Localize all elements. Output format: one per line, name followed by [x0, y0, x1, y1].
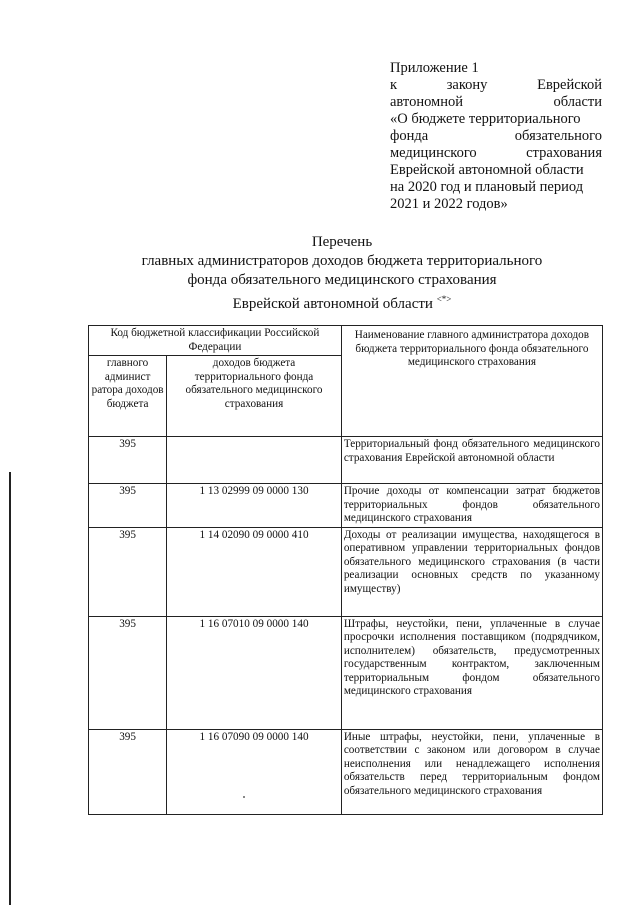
table-row [89, 527, 603, 616]
document-heading [100, 233, 584, 314]
appendix-word: медицинского [390, 145, 477, 161]
cell-name: Иные штрафы, неустойки, пени, уплаченные в соответствии с законом или договором в случае неисполнения или ненадлежащего исполнения обязательств перед территориальным фондом обязательного медицинского страхования [341, 729, 602, 814]
cell-code: 1 14 02090 09 0000 410 [167, 527, 342, 616]
appendix-word: к [390, 77, 398, 93]
table-row [89, 729, 603, 814]
scan-edge-line [9, 472, 11, 905]
appendix-word: Еврейской [537, 77, 602, 93]
appendix-line-5 [390, 128, 602, 145]
appendix-line-4: «О бюджете территориального [390, 111, 581, 127]
appendix-line-2 [390, 77, 602, 94]
appendix-word: страхования [526, 145, 602, 161]
appendix-line-9: 2021 и 2022 годов» [390, 196, 508, 212]
appendix-title: Приложение 1 [390, 60, 479, 76]
cell-code [167, 437, 342, 484]
cell-admin: 395 [89, 437, 167, 484]
heading-line-3: фонда обязательного медицинского страхования [187, 272, 497, 288]
cell-admin: 395 [89, 527, 167, 616]
appendix-word: автономной [390, 94, 463, 110]
cell-name: Штрафы, неустойки, пени, уплаченные в случае просрочки исполнения поставщиком (подрядчиком, исполнителем) обязательств, предусмотренных государственным контрактом, заключенным территориальным фондом обязательного медицинского страхования [341, 616, 602, 729]
appendix-word: области [553, 94, 602, 110]
scan-speck [243, 796, 245, 798]
appendix-word: обязательного [514, 128, 602, 144]
header-admin: главного админист ратора доходов бюджета [89, 356, 167, 437]
header-name: Наименование главного администратора доходов бюджета территориального фонда обязательного медицинского страхования [341, 326, 602, 437]
footnote-mark: <*> [436, 294, 452, 304]
appendix-line-3 [390, 94, 602, 111]
appendix-line-8: на 2020 год и плановый период [390, 179, 584, 195]
appendix-line-6 [390, 145, 602, 162]
cell-admin: 395 [89, 616, 167, 729]
cell-code: 1 16 07010 09 0000 140 [167, 616, 342, 729]
header-income: доходов бюджета территориального фонда обязательного медицинского страхования [167, 356, 342, 437]
appendix-word: закону [446, 77, 488, 93]
heading-line-4 [100, 290, 584, 314]
heading-line-4-text: Еврейской автономной области [232, 296, 433, 312]
table-header-row [89, 326, 603, 356]
appendix-word: фонда [390, 128, 429, 144]
cell-admin: 395 [89, 484, 167, 528]
cell-admin: 395 [89, 729, 167, 814]
cell-code: 1 16 07090 09 0000 140 [167, 729, 342, 814]
appendix-line-7: Еврейской автономной области [390, 162, 584, 178]
header-code-group: Код бюджетной классификации Российской Федерации [89, 326, 342, 356]
table-row [89, 437, 603, 484]
cell-name: Прочие доходы от компенсации затрат бюджетов территориальных фондов обязательного медицинского страхования [341, 484, 602, 528]
cell-name: Доходы от реализации имущества, находящегося в оперативном управлении территориальных фондов обязательного медицинского страхования (в части реализации основных средств по указанному имуществу) [341, 527, 602, 616]
heading-line-2: главных администраторов доходов бюджета территориального [141, 253, 543, 269]
table-row [89, 616, 603, 729]
cell-name: Территориальный фонд обязательного медицинского страхования Еврейской автономной области [341, 437, 602, 484]
heading-line-1: Перечень [311, 234, 373, 250]
table-row [89, 484, 603, 528]
cell-code: 1 13 02999 09 0000 130 [167, 484, 342, 528]
administrators-table [88, 325, 603, 815]
appendix-block [390, 60, 602, 213]
